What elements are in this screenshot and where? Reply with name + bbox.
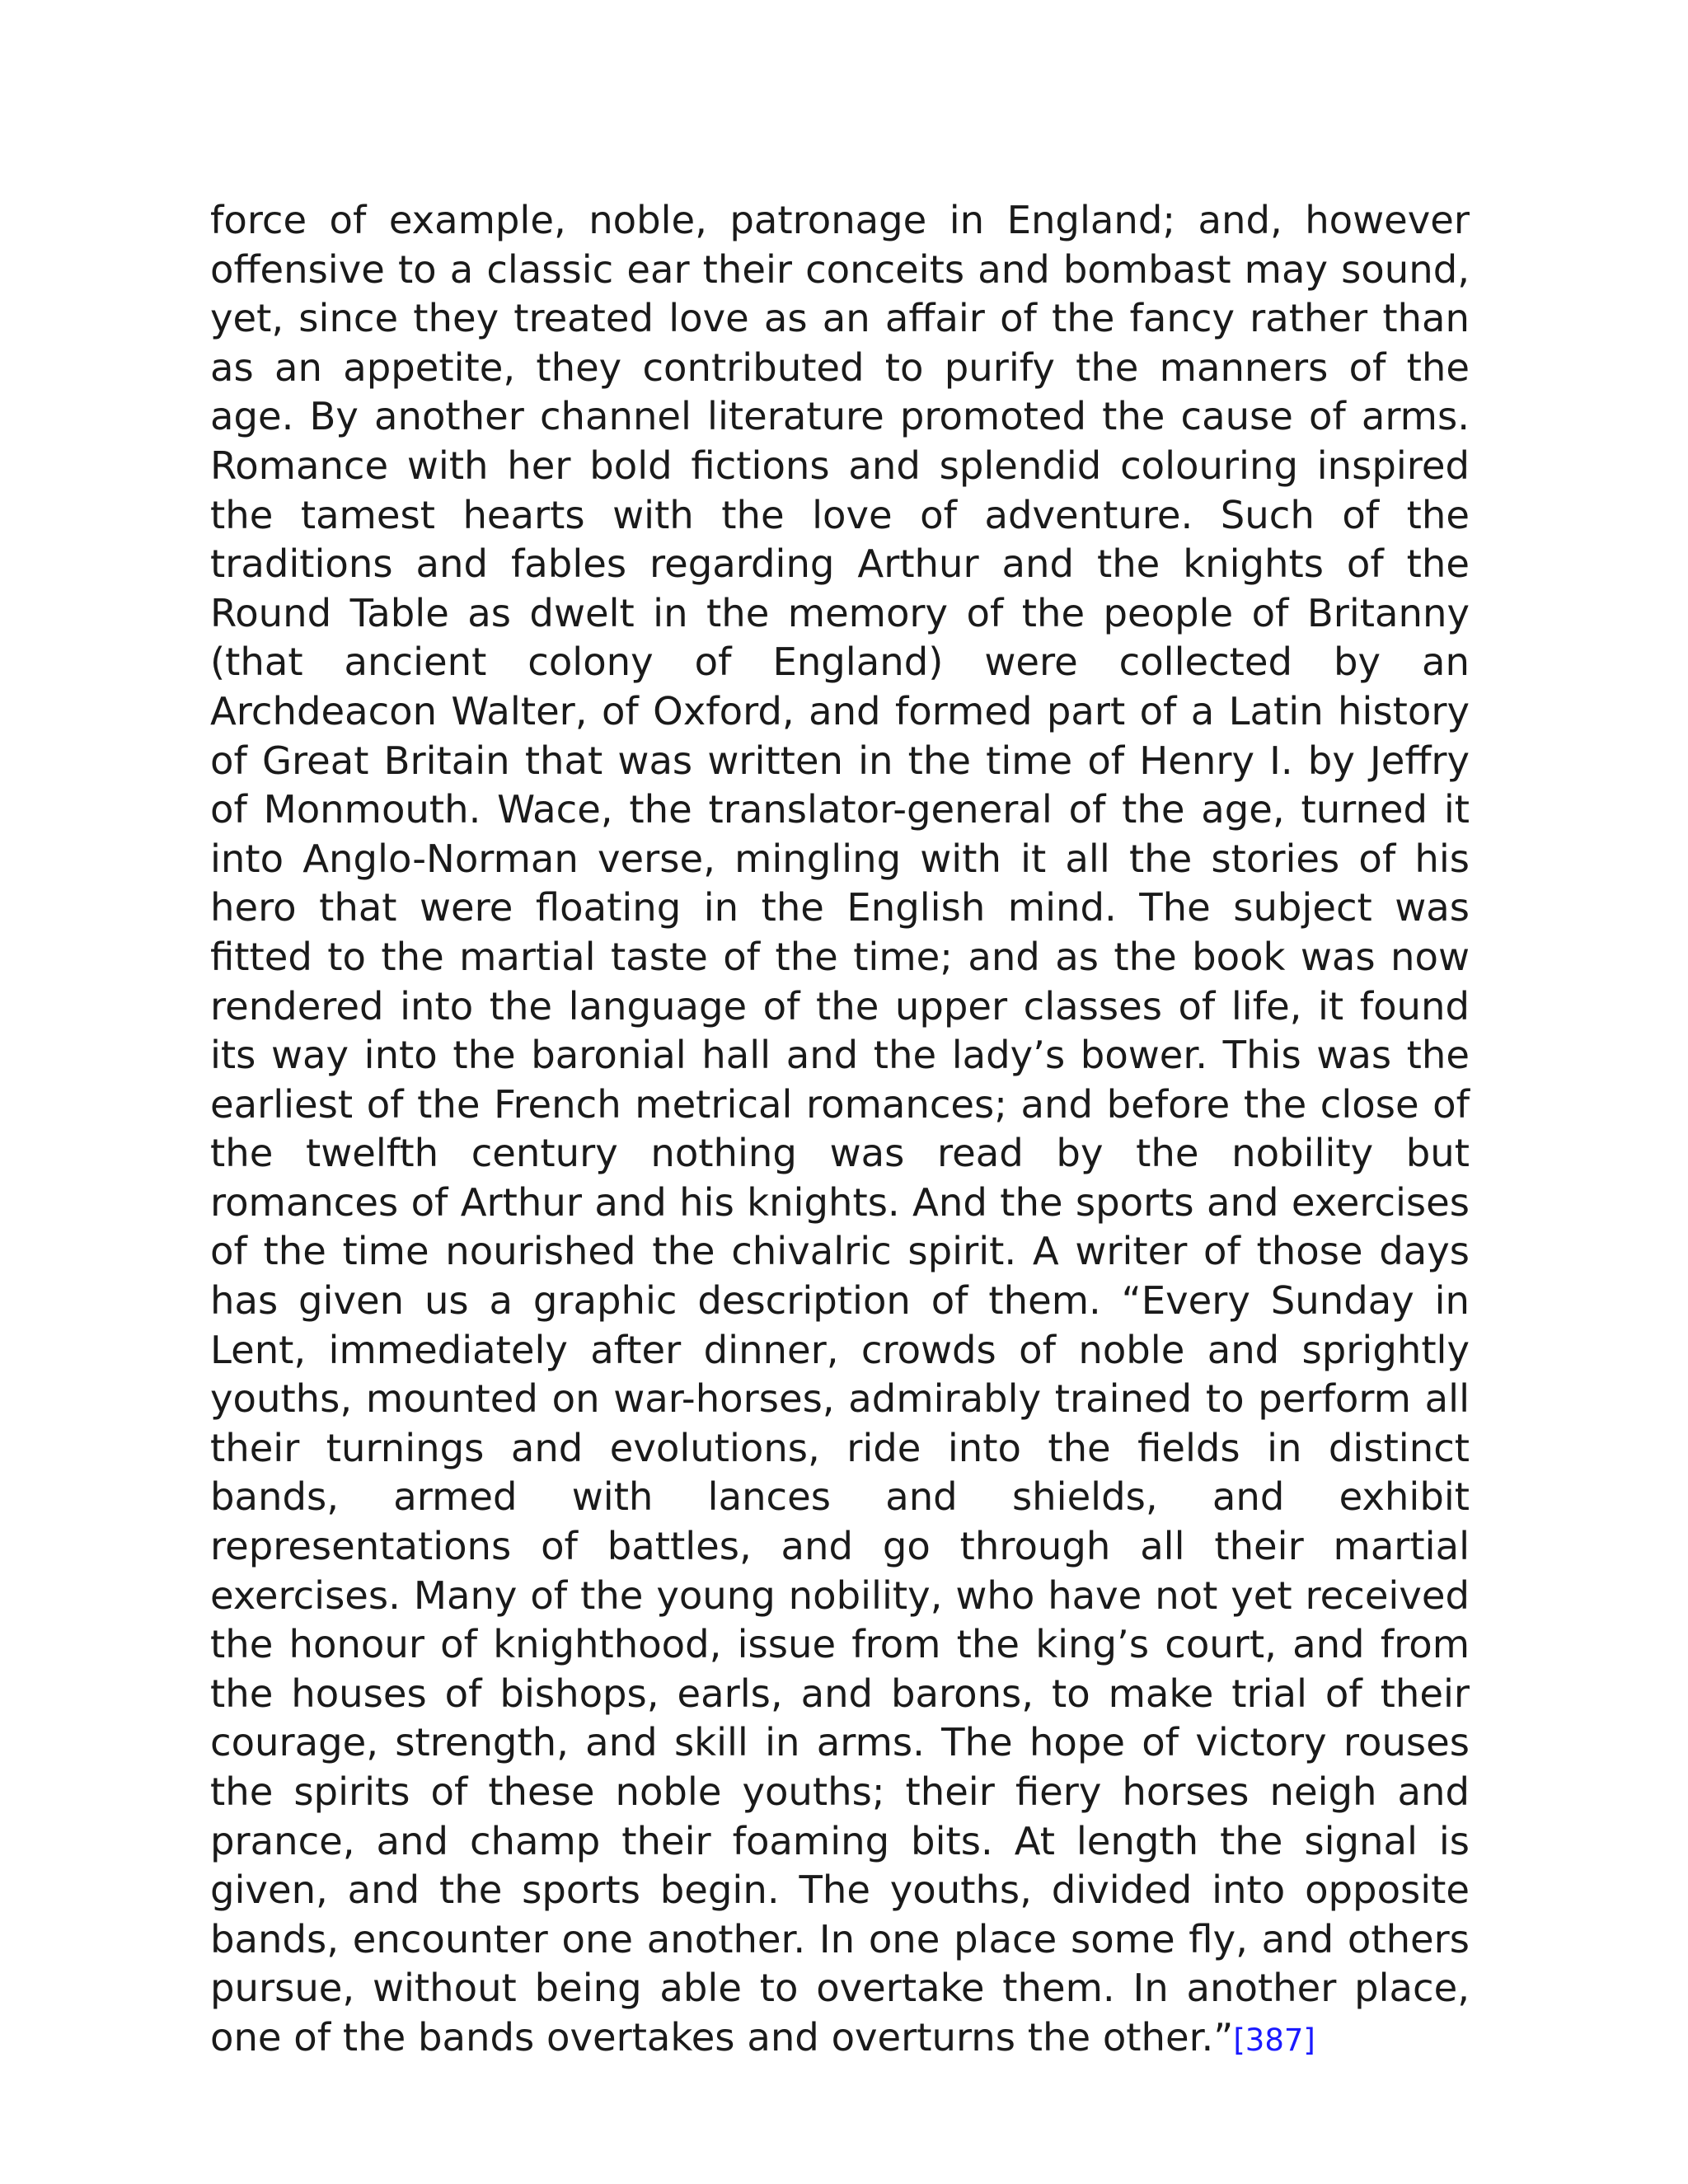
page-body [210, 196, 1470, 2065]
footnote-link-387[interactable]: [387] [1233, 2022, 1315, 2058]
body-paragraph [210, 196, 1470, 2065]
paragraph-text: force of example, noble, patronage in England; and, however offensive to a classic ear their conceits and bombast may sound, yet, since they treated love as an affair of the fancy rather than as an appetite, they contributed to purify the manners of the age. By another channel literature promoted the cause of arms. Romance with her bold fictions and splendid colouring inspired the tamest hearts with the love of adventure. Such of the traditions and fables regarding Arthur and the knights of the Round Table as dwelt in the memory of the people of Britanny (that ancient colony of England) were collected by an Archdeacon Walter, of Oxford, and formed part of a Latin history of Great Britain that was written in the time of Henry I. by Jeffry of Monmouth. Wace, the translator-general of the age, turned it into Anglo-Norman verse, mingling with it all the stories of his hero that were floating in the English mind. The subject was fitted to the martial taste of the time; and as the book was now rendered into the language of the upper classes of life, it found its way into the baronial hall and the lady’s bower. This was the earliest of the French metrical romances; and before the close of the twelfth century nothing was read by the nobility but romances of Arthur and his knights. And the sports and exercises of the time nourished the chivalric spirit. A writer of those days has given us a graphic description of them. “Every Sunday in Lent, immediately after dinner, crowds of noble and sprightly youths, mounted on war-horses, admirably trained to perform all their turnings and evolutions, ride into the fields in distinct bands, armed with lances and shields, and exhibit representations of battles, and go through all their martial exercises. Many of the young nobility, who have not yet received the honour of knighthood, issue from the king’s court, and from the houses of bishops, earls, and barons, to make trial of their courage, strength, and skill in arms. The hope of victory rouses the spirits of these noble youths; their fiery horses neigh and prance, and champ their foaming bits. At length the signal is given, and the sports begin. The youths, divided into opposite bands, encounter one another. In one place some fly, and others pursue, without being able to overtake them. In another place, one of the bands overtakes and overturns the other.” [210, 198, 1470, 2060]
